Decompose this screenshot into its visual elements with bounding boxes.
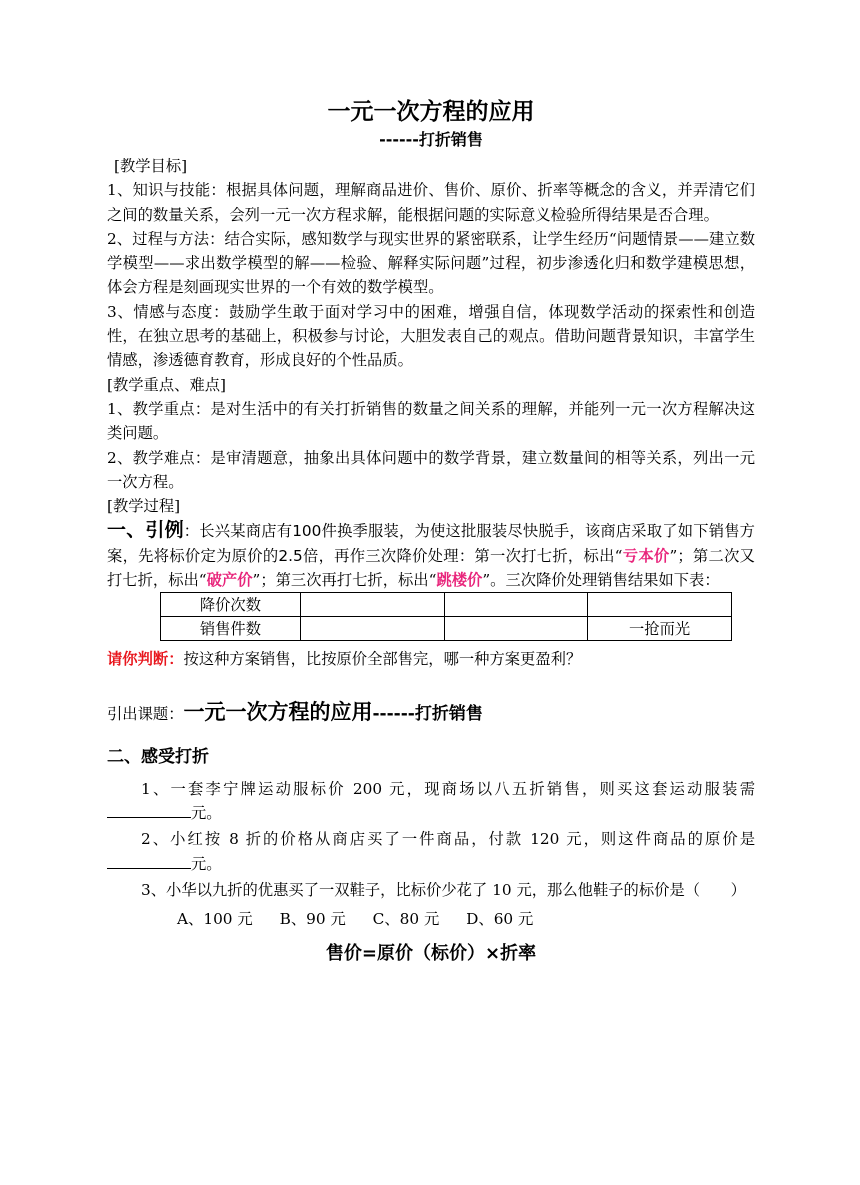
- page-subtitle: ------打折销售: [379, 130, 483, 149]
- question-2: [107, 827, 755, 876]
- sales-table: [160, 592, 732, 641]
- intro-label: 一、引例: [107, 519, 184, 542]
- table-cell: 降价次数: [161, 593, 301, 617]
- price-tag-3: 跳楼价: [436, 571, 483, 590]
- lead-prefix: 引出课题：: [107, 704, 184, 723]
- intro-text: ”；第二次又打七折，标出“: [107, 546, 755, 590]
- objective-item: 1、知识与技能：根据具体问题，理解商品进价、售价、原价、折率等概念的含义，并弄清它们之间的数量关系，会列一元一次方程求解，能根据问题的实际意义检验所得结果是否合理。: [107, 181, 755, 224]
- lead-topic: [107, 697, 755, 729]
- table-row: [161, 593, 732, 617]
- table-cell: [444, 593, 588, 617]
- choice-d[interactable]: D、60 元: [466, 910, 534, 929]
- judge-text: 按这种方案销售，比按原价全部售完，哪一种方案更盈利？: [183, 650, 582, 669]
- table-row: [161, 617, 732, 641]
- intro-number: 2.5: [278, 546, 303, 565]
- objective-item: 2、过程与方法：结合实际，感知数学与现实世界的紧密联系，让学生经历“问题情景——建立数学模型——求出数学模型的解——检验、解释实际问题”过程，初步渗透化归和数学建模思想，体会方程是刻画现实世界的一个有效的数学模型。: [107, 229, 755, 297]
- intro-colon: ：: [183, 522, 200, 541]
- table-cell: [300, 593, 444, 617]
- question-text: 元。: [191, 854, 222, 873]
- judge-question: [107, 647, 755, 671]
- answer-blank[interactable]: [107, 801, 191, 818]
- section2-heading: 二、感受打折: [107, 746, 209, 767]
- choice-a[interactable]: A、100 元: [177, 910, 253, 929]
- lead-title: 一元一次方程的应用: [183, 699, 373, 724]
- table-cell: [444, 617, 588, 641]
- intro-paragraph: [107, 518, 755, 592]
- keypoints-heading: [教学重点、难点]: [107, 375, 227, 394]
- choice-b[interactable]: B、90 元: [279, 910, 346, 929]
- process-heading: [教学过程]: [107, 497, 181, 516]
- question-text: 1、一套李宁牌运动服标价 200 元，现商场以八五折销售，则买这套运动服装需: [141, 779, 755, 798]
- intro-text: ”；第三次再打七折，标出“: [252, 571, 437, 590]
- choice-c[interactable]: C、80 元: [372, 910, 440, 929]
- table-cell: [300, 617, 444, 641]
- table-cell: 销售件数: [161, 617, 301, 641]
- price-tag-1: 亏本价: [622, 546, 670, 565]
- price-tag-2: 破产价: [206, 571, 253, 590]
- objective-item: 3、情感与态度：鼓励学生敢于面对学习中的困难，增强自信，体现数学活动的探索性和创造性，在独立思考的基础上，积极参与讨论，大胆发表自己的观点。借助问题背景知识，丰富学生情感，渗透德育教育，形成良好的个性品质。: [107, 302, 755, 370]
- intro-text: 倍，再作三次降价处理：第一次打七折，标出“: [302, 546, 623, 565]
- table-cell: [588, 593, 732, 617]
- keypoint-item: 1、教学重点：是对生活中的有关打折销售的数量之间关系的理解，并能列一元一次方程解决这类问题。: [107, 399, 755, 443]
- question-3: 3、小华以九折的优惠买了一双鞋子，比标价少花了 10 元，那么他鞋子的标价是（ ）: [141, 880, 746, 899]
- intro-text: ”。三次降价处理销售结果如下表：: [482, 571, 720, 590]
- document-page: [107, 96, 755, 968]
- intro-text: 长兴某商店有: [199, 522, 293, 541]
- judge-label: 请你判断: [107, 650, 169, 669]
- judge-colon: ：: [168, 650, 184, 669]
- question-text: 元。: [191, 803, 222, 822]
- keypoint-item: 2、教学难点：是审清题意，抽象出具体问题中的数学背景，建立数量间的相等关系，列出一元一次方程。: [107, 448, 755, 491]
- intro-text: 件换季服装，为使这批服装尽快脱手，该商店采取了如下销售方案，先将标价定为原价的: [107, 522, 755, 565]
- question-text: 2、小红按 8 折的价格从商店买了一件商品，付款 120 元，则这件商品的原价是: [141, 830, 755, 849]
- formula: 售价=原价（标价）×折率: [325, 943, 537, 965]
- intro-number: 100: [292, 522, 322, 541]
- table-cell: 一抢而光: [588, 617, 732, 641]
- choices: [107, 906, 755, 932]
- objectives-heading: [教学目标]: [114, 157, 188, 175]
- lead-suffix: ------打折销售: [372, 703, 483, 724]
- question-1: [107, 777, 755, 826]
- answer-blank[interactable]: [107, 852, 191, 869]
- page-title: 一元一次方程的应用: [327, 99, 535, 125]
